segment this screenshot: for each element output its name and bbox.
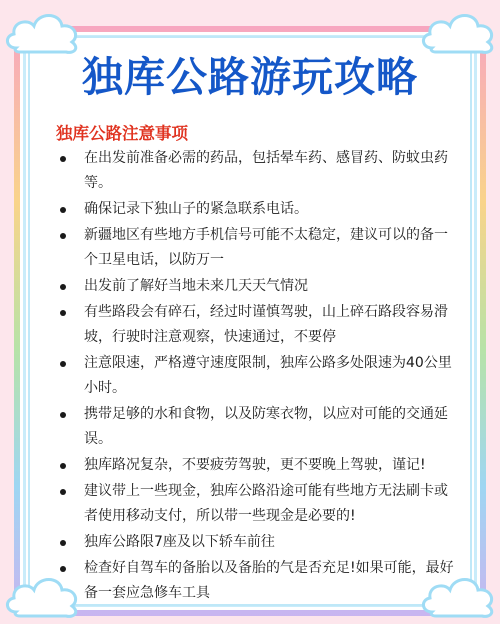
list-item bbox=[58, 402, 456, 452]
tip-text: 独库公路限7座及以下轿车前往 bbox=[84, 534, 275, 550]
tip-text: 携带足够的水和食物，以及防寒衣物，以应对可能的交通延误。 bbox=[84, 406, 448, 447]
bullet-icon bbox=[60, 233, 66, 239]
tip-text: 出发前了解好当地未来几天天气情况 bbox=[84, 278, 308, 294]
bullet-icon bbox=[60, 463, 66, 469]
list-item bbox=[58, 223, 456, 273]
tip-text: 新疆地区有些地方手机信号可能不太稳定，建议可以的备一个卫星电话，以防万一 bbox=[84, 227, 448, 268]
tip-text: 建议带上一些现金，独库公路沿途可能有些地方无法刷卡或者使用移动支付，所以带一些现金是必要的! bbox=[84, 483, 448, 524]
bullet-icon bbox=[60, 361, 66, 367]
list-item bbox=[58, 197, 456, 222]
bullet-icon bbox=[60, 412, 66, 418]
list-item bbox=[58, 146, 456, 196]
page-title: 独库公路游玩攻略 bbox=[82, 53, 418, 101]
tip-text: 注意限速，严格遵守速度限制，独库公路多处限速为40公里小时。 bbox=[84, 355, 452, 396]
bullet-icon bbox=[60, 540, 66, 546]
list-item bbox=[58, 453, 456, 478]
tip-text: 确保记录下独山子的紧急联系电话。 bbox=[84, 201, 308, 217]
tips-list bbox=[58, 146, 456, 607]
bullet-icon bbox=[60, 489, 66, 495]
list-item bbox=[58, 351, 456, 401]
tip-text: 有些路段会有碎石，经过时谨慎驾驶，山上碎石路段容易滑坡，行驶时注意观察，快速通过，不要停 bbox=[84, 304, 448, 345]
tip-text: 在出发前准备必需的药品，包括晕车药、感冒药、防蚊虫药等。 bbox=[84, 150, 448, 191]
bullet-icon bbox=[60, 566, 66, 572]
list-item bbox=[58, 556, 456, 606]
bullet-icon bbox=[60, 207, 66, 213]
list-item bbox=[58, 530, 456, 555]
list-item bbox=[58, 479, 456, 529]
tip-text: 独库路况复杂，不要疲劳驾驶，更不要晚上驾驶，谨记! bbox=[84, 457, 426, 473]
tip-text: 检查好自驾车的备胎以及备胎的气是否充足!如果可能，最好备一套应急修车工具 bbox=[84, 560, 454, 601]
bullet-icon bbox=[60, 156, 66, 162]
section-heading: 独库公路注意事项 bbox=[56, 124, 188, 143]
bullet-icon bbox=[60, 310, 66, 316]
bullet-icon bbox=[60, 284, 66, 290]
list-item bbox=[58, 274, 456, 299]
list-item bbox=[58, 300, 456, 350]
